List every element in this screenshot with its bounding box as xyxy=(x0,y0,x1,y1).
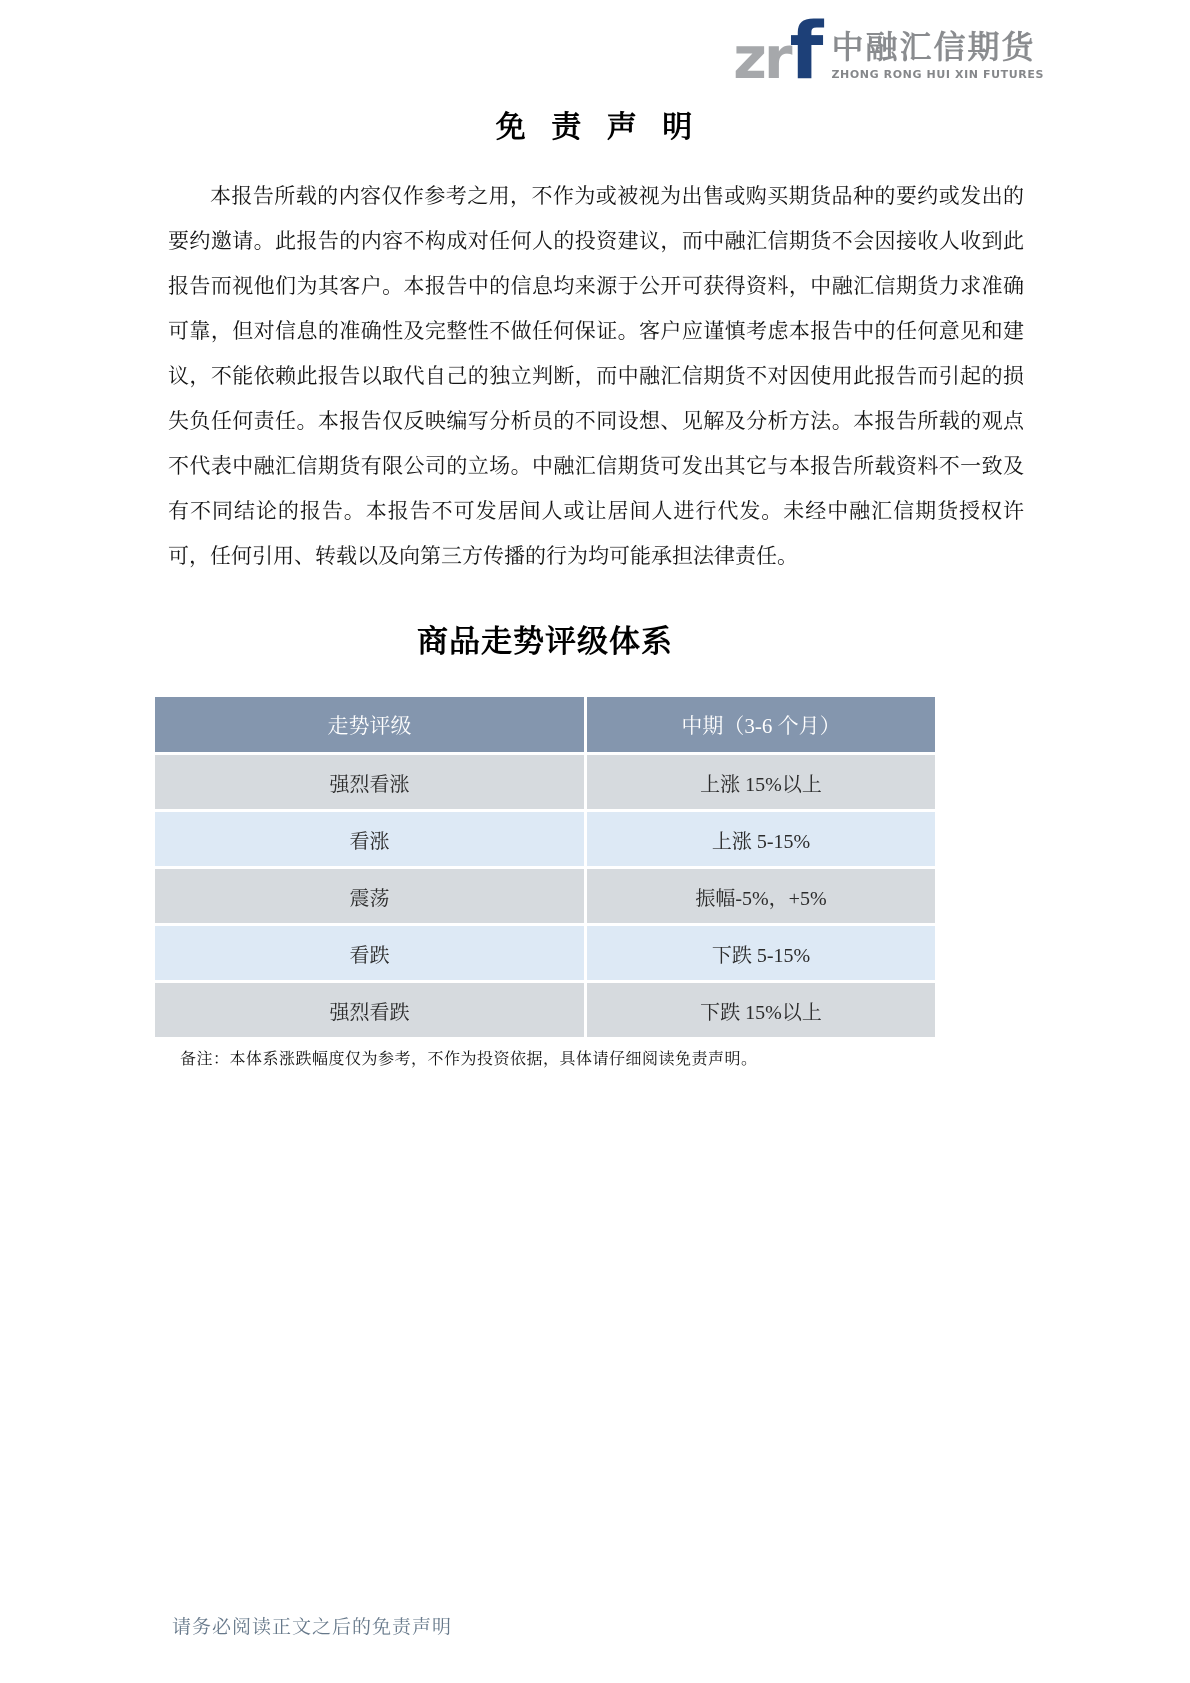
rating-table xyxy=(155,697,935,1037)
rating-system-title: 商品走势评级体系 xyxy=(417,624,673,659)
logo-zr-letters: zr xyxy=(733,24,790,92)
footer-disclaimer-reminder: 请务必阅读正文之后的免责声明 xyxy=(172,1617,453,1638)
company-name-cn: 中融汇信期货 xyxy=(831,28,1036,67)
logo-f-letter: f xyxy=(789,7,822,97)
table-header-midterm: 中期（3-6 个月） xyxy=(587,697,935,752)
table-cell-rating: 震荡 xyxy=(155,869,584,923)
company-name-en: ZHONG RONG HUI XIN FUTURES xyxy=(831,67,1044,81)
table-cell-rating: 强烈看涨 xyxy=(155,755,584,809)
table-header-rating: 走势评级 xyxy=(155,697,584,752)
table-cell-range: 下跌 15%以上 xyxy=(587,983,935,1037)
disclaimer-title: 免 责 声 明 xyxy=(495,111,695,144)
table-cell-range: 下跌 5-15% xyxy=(587,926,935,980)
company-logo xyxy=(733,7,1044,97)
table-cell-range: 振幅-5%，+5% xyxy=(587,869,935,923)
disclaimer-body: 本报告所载的内容仅作参考之用，不作为或被视为出售或购买期货品种的要约或发出的要约邀请。此报告的内容不构成对任何人的投资建议，而中融汇信期货不会因接收人收到此报告而视他们为其客户。本报告中的信息均来源于公开可获得资料，中融汇信期货力求准确可靠，但对信息的准确性及完整性不做任何保证。客户应谨慎考虑本报告中的任何意见和建议，不能依赖此报告以取代自己的独立判断，而中融汇信期货不对因使用此报告而引起的损失负任何责任。本报告仅反映编写分析员的不同设想、见解及分析方法。本报告所载的观点不代表中融汇信期货有限公司的立场。中融汇信期货可发出其它与本报告所载资料不一致及有不同结论的报告。本报告不可发居间人或让居间人进行代发。未经中融汇信期货授权许可，任何引用、转载以及向第三方传播的行为均可能承担法律责任。 xyxy=(168,184,1024,568)
table-cell-rating: 强烈看跌 xyxy=(155,983,584,1037)
company-names xyxy=(831,28,1044,83)
table-cell-rating: 看跌 xyxy=(155,926,584,980)
zrf-logo-icon xyxy=(733,7,822,97)
table-cell-range: 上涨 15%以上 xyxy=(587,755,935,809)
table-cell-range: 上涨 5-15% xyxy=(587,812,935,866)
table-cell-rating: 看涨 xyxy=(155,812,584,866)
table-note: 备注：本体系涨跌幅度仅为参考，不作为投资依据，具体请仔细阅读免责声明。 xyxy=(180,1051,758,1068)
